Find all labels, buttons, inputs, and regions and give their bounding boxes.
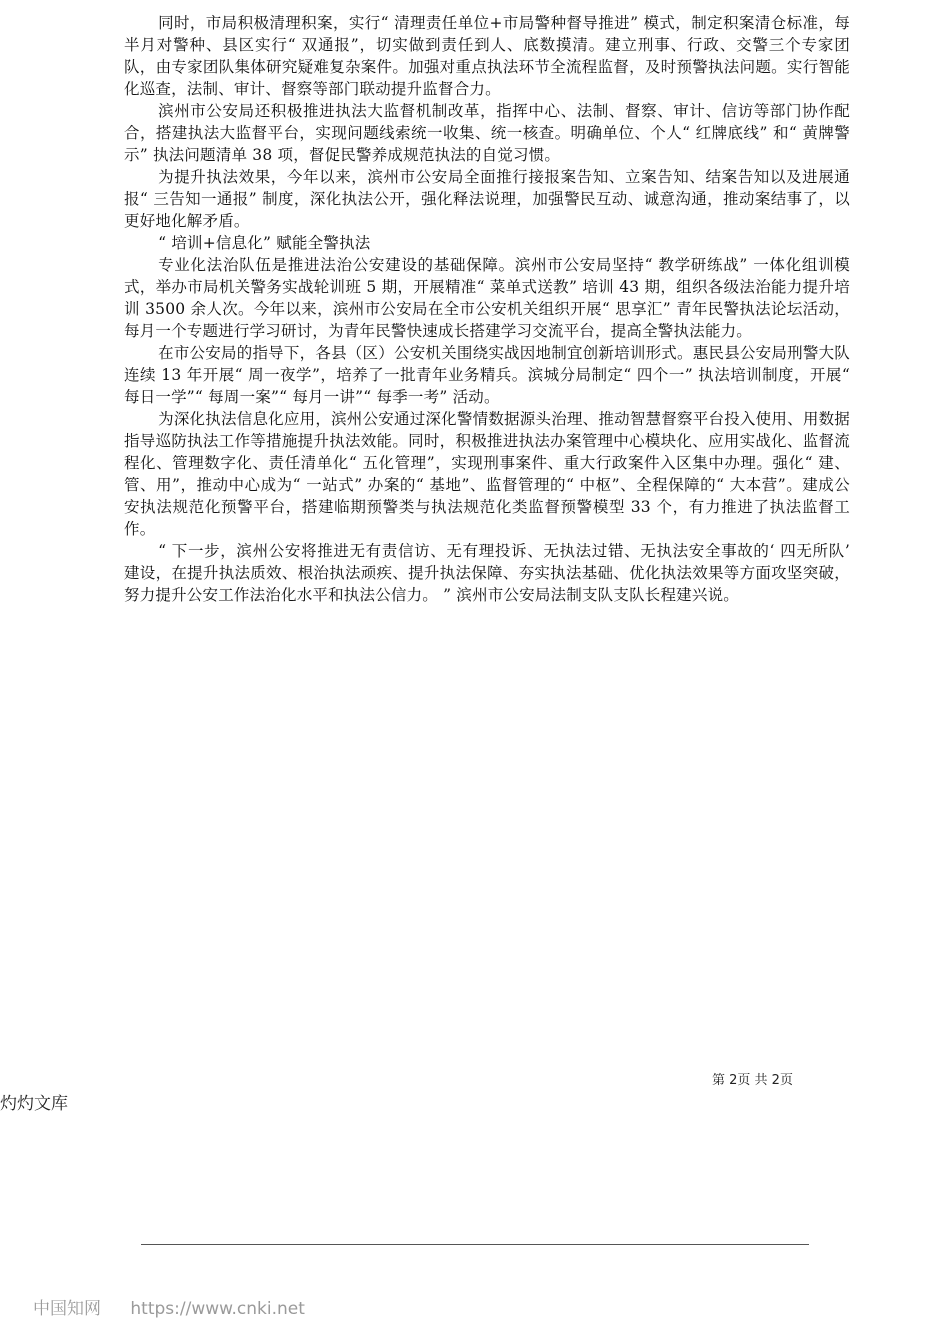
page-number: 第 2页 共 2页: [712, 1073, 793, 1088]
paragraph-notification-system: 为提升执法效果，今年以来，滨州市公安局全面推行接报案告知、立案告知、结案告知以及进展通报“ 三告知一通报” 制度，深化执法公开，强化释法说理，加强警民互动、诚意沟通，推动案结事了，以更好地化解矛盾。: [124, 168, 850, 230]
paragraph-supervision-reform: 滨州市公安局还积极推进执法大监督机制改革，指挥中心、法制、督察、审计、信访等部门协作配合，搭建执法大监督平台，实现问题线索统一收集、统一核查。明确单位、个人“ 红牌底线” 和“ 黄牌警示” 执法问题清单 38 项，督促民警养成规范执法的自觉习惯。: [124, 102, 850, 164]
cnki-brand: 中国知网: [33, 1299, 101, 1319]
section-heading-training: “ 培训+信息化” 赋能全警执法: [158, 234, 371, 252]
cnki-url-link[interactable]: https://www.cnki.net: [130, 1299, 305, 1319]
cnki-footer: [33, 1294, 305, 1319]
paragraph-informatization: 为深化执法信息化应用，滨州公安通过深化警情数据源头治理、推动智慧督察平台投入使用、用数据指导巡防执法工作等措施提升执法效能。同时，积极推进执法办案管理中心模块化、应用实战化、监督流程化、管理数字化、责任清单化“ 五化管理”，实现刑事案件、重大行政案件入区集中办理。强化“ 建、管、用”，推动中心成为“ 一站式” 办案的“ 基地”、监督管理的“ 中枢”、全程保障的“ 大本营”。建成公安执法规范化预警平台，搭建临期预警类与执法规范化类监督预警模型 33 个，有力推进了执法监督工作。: [124, 410, 850, 538]
library-brand: 灼灼文库: [0, 1094, 68, 1114]
paragraph-professional-team: 专业化法治队伍是推进法治公安建设的基础保障。滨州市公安局坚持“ 教学研练战” 一体化组训模式，举办市局机关警务实战轮训班 5 期，开展精准“ 菜单式送教” 培训 43 期，组织各级法治能力提升培训 3500 余人次。今年以来，滨州市公安局在全市公安机关组织开展“ 思享汇” 青年民警执法论坛活动，每月一个专题进行学习研讨，为青年民警快速成长搭建学习交流平台，提高全警执法能力。: [124, 256, 850, 340]
article-body: [124, 12, 850, 606]
paragraph-county-training: 在市公安局的指导下，各县（区）公安机关围绕实战因地制宜创新培训形式。惠民县公安局刑警大队连续 13 年开展“ 周一夜学”，培养了一批青年业务精兵。滨城分局制定“ 四个一” 执法培训制度，开展“ 每日一学”“ 每周一案”“ 每月一讲”“ 每季一考” 活动。: [124, 344, 850, 406]
paragraph-backlog-clearance: 同时，市局积极清理积案，实行“ 清理责任单位+市局警种督导推进” 模式，制定积案清仓标准，每半月对警种、县区实行“ 双通报”，切实做到责任到人、底数摸清。建立刑事、行政、交警三个专家团队，由专家团队集体研究疑难复杂案件。加强对重点执法环节全流程监督，及时预警执法问题。实行智能化巡查，法制、审计、督察等部门联动提升监督合力。: [124, 14, 850, 98]
paragraph-closing-quote: “ 下一步，滨州公安将推进无有责信访、无有理投诉、无执法过错、无执法安全事故的‘ 四无所队’ 建设，在提升执法质效、根治执法顽疾、提升执法保障、夯实执法基础、优化执法效果等方面攻坚突破，努力提升公安工作法治化水平和执法公信力。 ” 滨州市公安局法制支队支队长程建兴说。: [124, 542, 850, 604]
footer-divider: [141, 1244, 809, 1245]
